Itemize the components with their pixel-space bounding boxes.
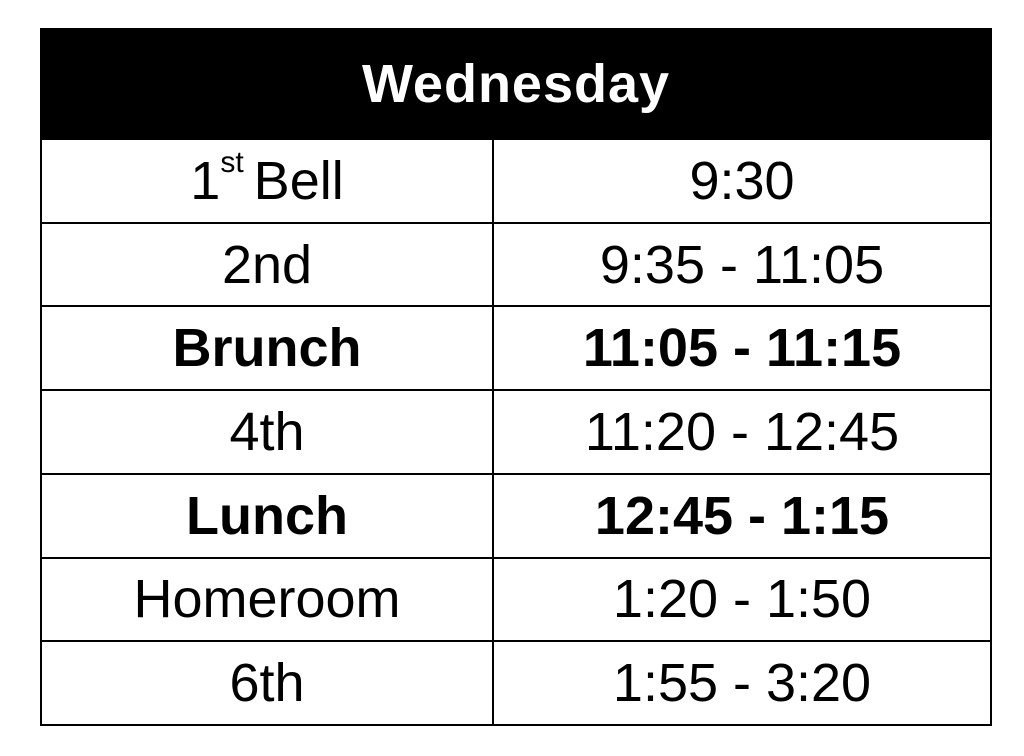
period-cell: Brunch bbox=[42, 307, 494, 389]
period-ordinal-suffix: st bbox=[220, 145, 244, 179]
table-row bbox=[42, 640, 990, 724]
time-cell: 12:45 - 1:15 bbox=[594, 485, 890, 546]
period-label: Bell bbox=[253, 150, 344, 211]
table-row bbox=[42, 222, 990, 306]
table-row bbox=[42, 473, 990, 557]
period-cell: 6th bbox=[42, 642, 494, 724]
period-cell bbox=[42, 140, 494, 222]
period-cell: 2nd bbox=[42, 224, 494, 306]
time-cell: 9:35 - 11:05 bbox=[599, 234, 885, 295]
period-cell: Lunch bbox=[42, 475, 494, 557]
time-cell: 9:30 bbox=[689, 150, 795, 211]
period-number: 1 bbox=[190, 150, 221, 211]
time-cell: 1:20 - 1:50 bbox=[612, 569, 872, 630]
table-row bbox=[42, 389, 990, 473]
table-row bbox=[42, 557, 990, 641]
table-header: Wednesday bbox=[42, 30, 990, 140]
period-cell: Homeroom bbox=[42, 559, 494, 641]
period-cell: 4th bbox=[42, 391, 494, 473]
time-cell: 1:55 - 3:20 bbox=[612, 653, 872, 714]
time-cell: 11:05 - 11:15 bbox=[582, 318, 902, 379]
table-row bbox=[42, 305, 990, 389]
schedule-table bbox=[40, 28, 992, 726]
table-row bbox=[42, 140, 990, 222]
time-cell: 11:20 - 12:45 bbox=[584, 402, 900, 463]
schedule-rows bbox=[42, 140, 990, 724]
